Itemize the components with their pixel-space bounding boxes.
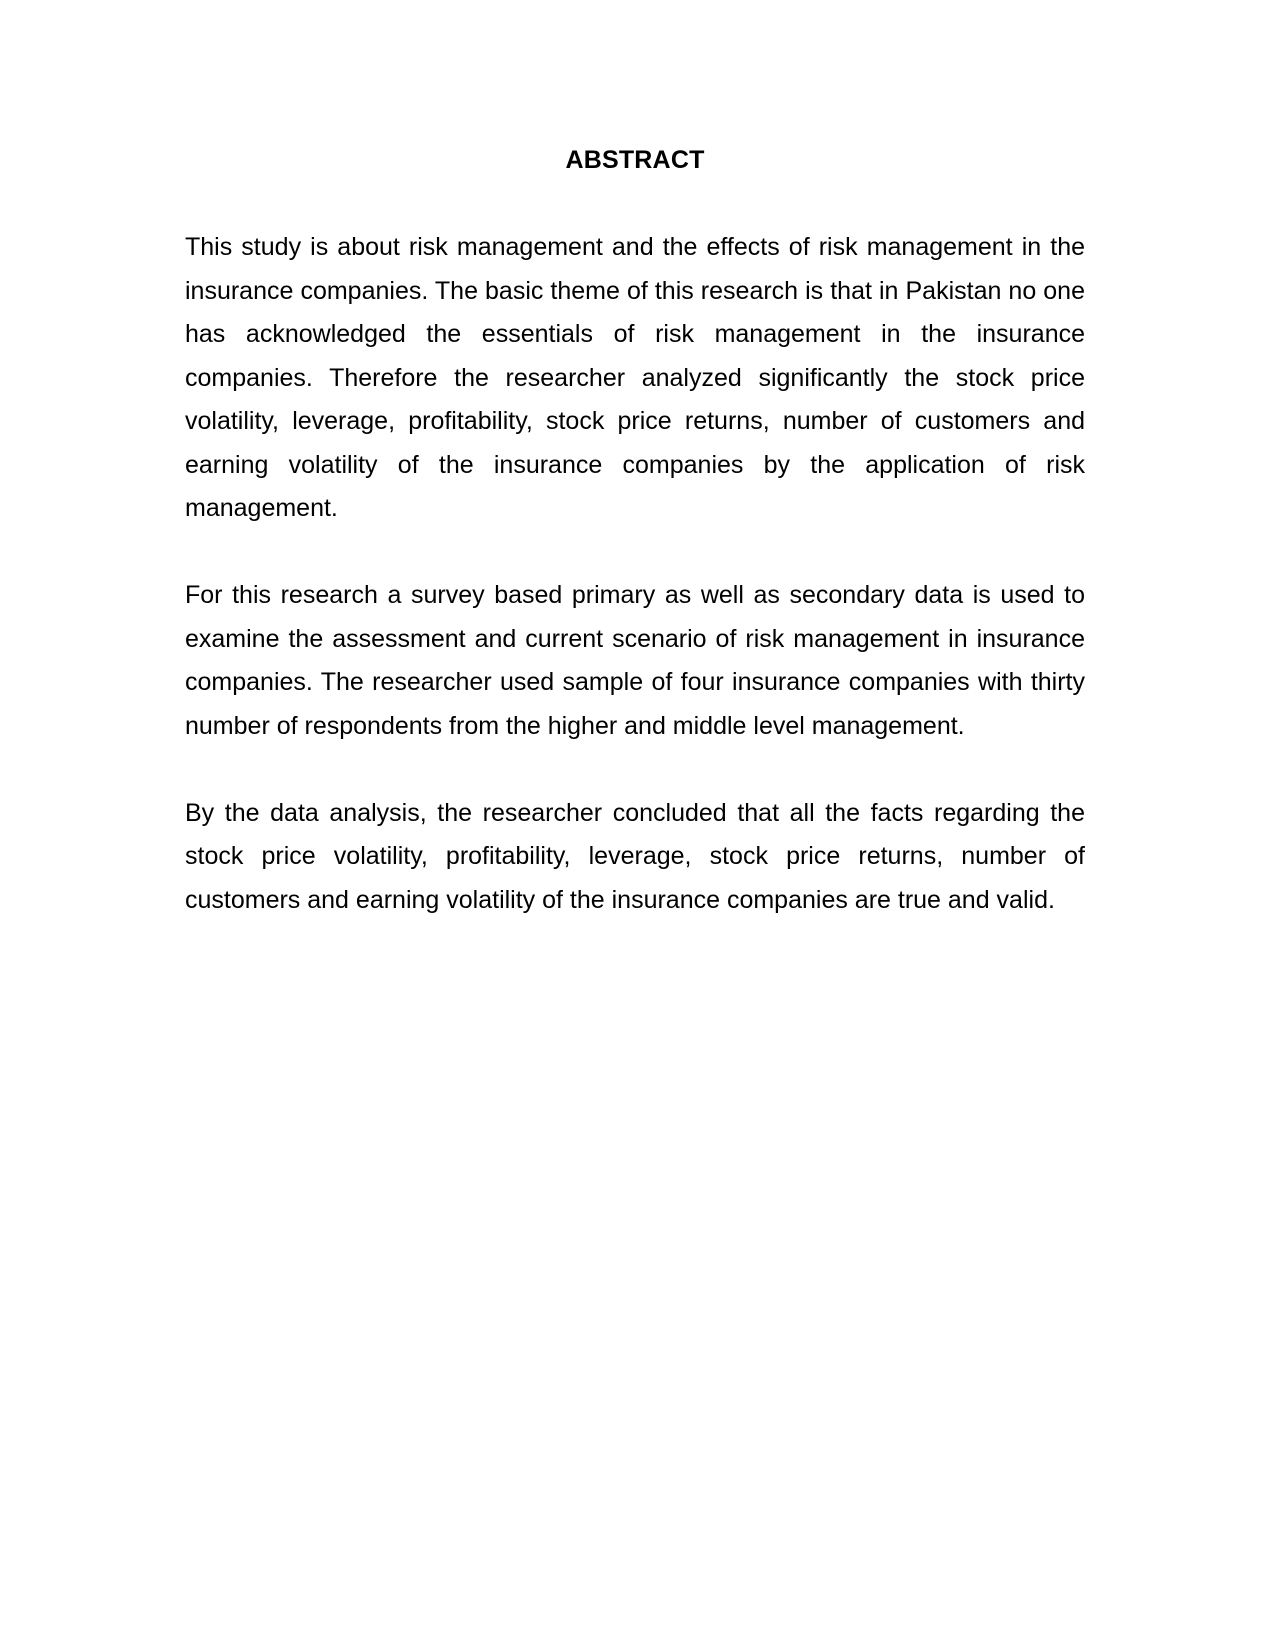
abstract-paragraph-2: For this research a survey based primary as well as secondary data is used to examine the assessment and current scenario of risk management in insurance companies. The researcher used sample of four insurance companies with thirty number of respondents from the higher and middle level management.	[185, 581, 1085, 740]
abstract-paragraph-3: By the data analysis, the researcher concluded that all the facts regarding the stock price volatility, profitability, leverage, stock price returns, number of customers and earning volatility of the insurance companies are true and valid.	[185, 798, 1085, 914]
page-title: ABSTRACT	[565, 146, 705, 174]
abstract-paragraph-1: This study is about risk management and the effects of risk management in the insurance companies. The basic theme of this research is that in Pakistan no one has acknowledged the essentials of risk management in the insurance companies. Therefore the researcher analyzed significantly the stock price volatility, leverage, profitability, stock price returns, number of customers and earning volatility of the insurance companies by the application of risk management.	[185, 233, 1085, 522]
